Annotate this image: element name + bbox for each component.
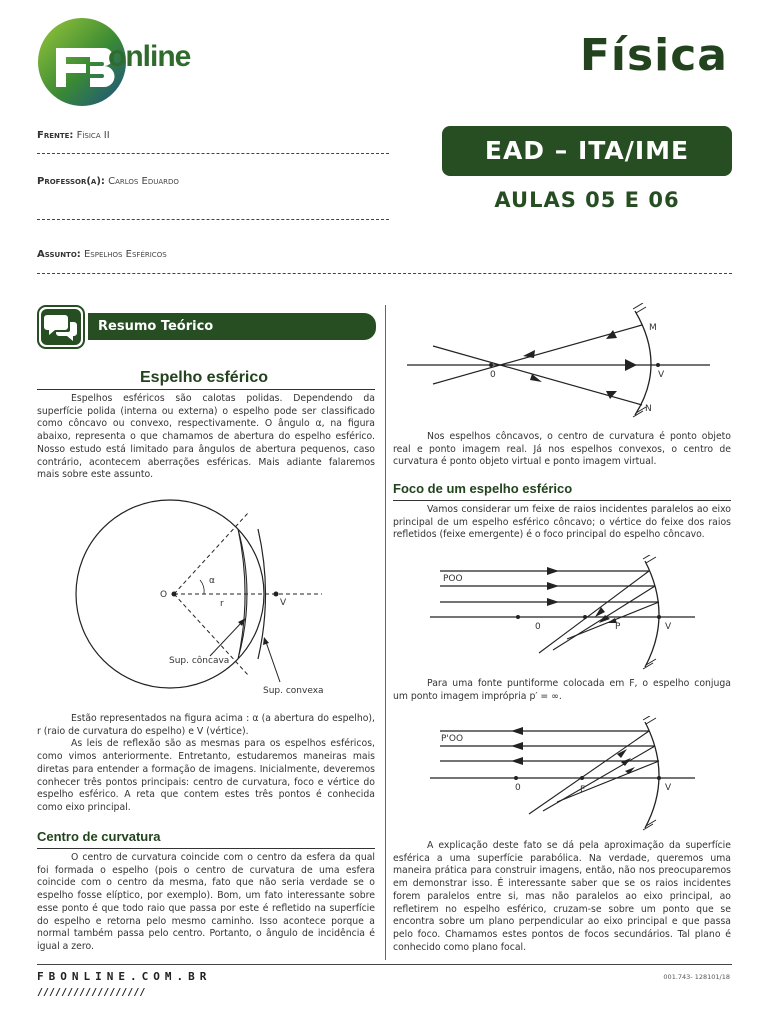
- paragraph: [393, 431, 731, 469]
- label-v: V: [665, 622, 672, 632]
- column-divider: [385, 305, 386, 960]
- paragraph: [393, 840, 731, 954]
- subject-title: Física: [579, 30, 728, 81]
- label-p: P: [615, 622, 621, 632]
- label-o: O: [160, 590, 168, 600]
- paragraph: [393, 504, 731, 542]
- paragraph-text: Espelhos esféricos são calotas polidas. Dependendo da superfície polida (interna ou externa) o espelho pode ser classificado como côncavo ou convexo, respectivamente. O ângulo α, na figura abaixo, representa o que chamamos de abertura do espelho esférico. Nosso estudo está limitado para ângulos de abertura pequenos, caso contrário, acontecem aberrações esféricas. Mais adiante falaremos mais sobre este assunto.: [37, 393, 375, 481]
- lessons-label: AULAS 05 E 06: [494, 188, 680, 212]
- paragraph: [37, 713, 375, 815]
- label-v: V: [280, 598, 287, 608]
- paragraph: [37, 852, 375, 954]
- paragraph-text: As leis de reflexão são as mesmas para os espelhos esféricos, como vimos anteriormente. Entretanto, estudaremos maneiras mais diretas para entender a formação de imagens. Inicialmente, deveremos conhecer três pontos principais: centro de curvatura, foco e vértice do espelho esférico. A reta que contem estes três pontos é conhecida como eixo principal.: [37, 738, 375, 813]
- course-banner: EAD – ITA/IME: [442, 126, 732, 176]
- label-poo: P'OO: [441, 734, 464, 744]
- paragraph: [393, 678, 731, 703]
- label-o: 0: [490, 370, 496, 380]
- field-value: Espelhos Esféricos: [83, 249, 167, 260]
- field-value: Carlos Eduardo: [108, 176, 179, 187]
- figure-spherical-cap: [70, 497, 340, 702]
- label-f: F: [580, 785, 586, 795]
- paragraph-text: Nos espelhos côncavos, o centro de curvatura é ponto objeto real e ponto imagem real. Já nos espelhos convexos, o centro de curvatura é ponto objeto virtual e ponto imagem virtual.: [393, 431, 731, 468]
- heading-rule: [393, 500, 731, 501]
- field-frente: [37, 130, 110, 141]
- footer-rule: [37, 964, 732, 965]
- label-v: V: [658, 370, 665, 380]
- label-v: V: [665, 783, 672, 793]
- heading-foco: Foco de um espelho esférico: [393, 481, 573, 496]
- paragraph: [37, 393, 375, 482]
- logo-text: online: [108, 40, 191, 73]
- figure-focus-source: [425, 716, 705, 831]
- heading-centro: Centro de curvatura: [37, 829, 161, 844]
- divider: [37, 273, 732, 274]
- section-banner: Resumo Teórico: [88, 313, 376, 340]
- divider: [37, 219, 389, 220]
- label-alpha: α: [209, 576, 215, 586]
- heading-rule: [37, 848, 375, 849]
- label-o: 0: [535, 622, 541, 632]
- footer-code: 001.743- 128101/18: [663, 973, 730, 981]
- field-assunto: [37, 249, 167, 260]
- field-value: Física II: [76, 130, 110, 141]
- paragraph-text: Para uma fonte puntiforme colocada em F, o espelho conjuga um ponto imagem imprópria p′ = ∞.: [393, 678, 731, 702]
- chat-bubbles-icon: [37, 305, 85, 349]
- label-n: N: [645, 404, 652, 414]
- heading-rule: [37, 389, 375, 390]
- divider: [37, 153, 389, 154]
- paragraph-text: O centro de curvatura coincide com o centro da esfera da qual foi formada o espelho (pois o centro de curvatura de uma esfera coincide com o centro da mesma, fato que não seria verdade se o espelho fosse elíptico, por exemplo). Bom, um fato interessante sobre esse ponto é que todo raio que passa por este é refletido na superfície do espelho e retorna pelo mesmo caminho. Isso acontece porque a normal também passa pelo centro. Portanto, o ângulo de incidência é igual a zero.: [37, 852, 375, 952]
- field-label: Frente:: [37, 130, 74, 141]
- figure-parallel-rays: [425, 555, 705, 670]
- label-m: M: [649, 323, 657, 333]
- figure-center-rays: [405, 303, 715, 418]
- footer-brand: FBONLINE.COM.BR: [37, 970, 212, 983]
- field-label: Assunto:: [37, 249, 81, 260]
- paragraph-text: A explicação deste fato se dá pela aproximação da superfície esférica a uma superfície parabólica. Na verdade, queremos uma maneira prática para construir imagens, então, não nos preocuparemos em demonstrar isso. É interessante saber que se os raios incidentes forem paralelos entre si, mas não paralelos ao eixo principal, ao refletirem no espelho esférico, cruzam-se sobre um ponto que se encontra sobre um plano perpendicular ao eixo principal e que passa pelo foco. Chamamos estes pontos de focos secundários. Tal plano é conhecido como plano focal.: [393, 840, 731, 953]
- label-o: 0: [515, 783, 521, 793]
- footer-slashes: //////////////////: [37, 987, 146, 998]
- label-convexa: Sup. convexa: [263, 686, 324, 696]
- label-r: r: [220, 599, 224, 609]
- paragraph-text: Vamos considerar um feixe de raios incidentes paralelos ao eixo principal de um espelho esférico côncavo; o vértice do feixe dos raios refletidos (feixe emergente) é o foco principal do espelho côncavo.: [393, 504, 731, 541]
- heading-espelho: Espelho esférico: [140, 369, 269, 386]
- field-professor: [37, 176, 179, 187]
- paragraph-text: Estão representados na figura acima : α (a abertura do espelho), r (raio de curvatura do espelho) e V (vértice).: [37, 713, 375, 737]
- label-poo: POO: [443, 574, 463, 584]
- label-concava: Sup. côncava: [169, 656, 230, 666]
- field-label: Professor(a):: [37, 176, 105, 187]
